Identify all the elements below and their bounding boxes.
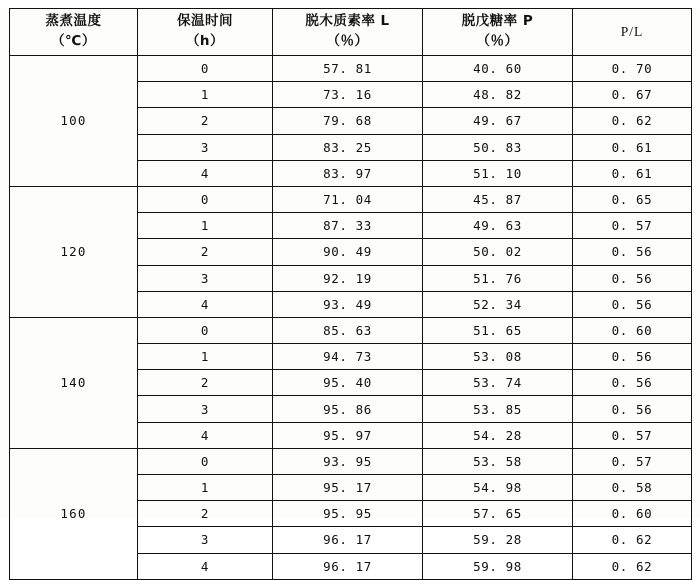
cell-time: 0	[138, 317, 273, 343]
column-header-ratio	[573, 9, 692, 56]
cell-delignification: 96. 17	[273, 527, 423, 553]
cell-time: 0	[138, 448, 273, 474]
cell-ratio: 0. 57	[573, 422, 692, 448]
cell-pentosan: 49. 63	[423, 213, 573, 239]
cell-ratio: 0. 57	[573, 448, 692, 474]
cell-time: 2	[138, 108, 273, 134]
cell-time: 1	[138, 344, 273, 370]
cell-delignification: 94. 73	[273, 344, 423, 370]
temperature-group-label: 140	[10, 317, 138, 448]
cell-delignification: 85. 63	[273, 317, 423, 343]
cell-delignification: 71. 04	[273, 186, 423, 212]
cell-ratio: 0. 56	[573, 265, 692, 291]
cell-time: 2	[138, 501, 273, 527]
cell-pentosan: 53. 74	[423, 370, 573, 396]
temperature-group-label: 160	[10, 448, 138, 579]
document-page	[0, 8, 700, 574]
cell-pentosan: 54. 28	[423, 422, 573, 448]
cell-ratio: 0. 62	[573, 553, 692, 579]
cell-pentosan: 50. 02	[423, 239, 573, 265]
column-header-time	[138, 9, 273, 56]
cell-time: 2	[138, 239, 273, 265]
table-row	[10, 448, 692, 474]
column-header-delignification	[273, 9, 423, 56]
cell-pentosan: 59. 28	[423, 527, 573, 553]
column-header-temperature	[10, 9, 138, 56]
cell-delignification: 92. 19	[273, 265, 423, 291]
column-header-ratio-line1: P/L	[620, 24, 644, 40]
cell-time: 1	[138, 475, 273, 501]
cell-pentosan: 57. 65	[423, 501, 573, 527]
cell-ratio: 0. 61	[573, 134, 692, 160]
cell-pentosan: 54. 98	[423, 475, 573, 501]
cell-pentosan: 51. 76	[423, 265, 573, 291]
cell-ratio: 0. 61	[573, 160, 692, 186]
cell-delignification: 57. 81	[273, 56, 423, 82]
cell-ratio: 0. 57	[573, 213, 692, 239]
cell-ratio: 0. 62	[573, 108, 692, 134]
cell-time: 3	[138, 265, 273, 291]
table-row	[10, 317, 692, 343]
cell-delignification: 79. 68	[273, 108, 423, 134]
column-header-pentosan-line1: 脱戊糖率 P	[461, 13, 534, 30]
cell-pentosan: 51. 10	[423, 160, 573, 186]
cell-ratio: 0. 65	[573, 186, 692, 212]
column-header-pentosan-line2: （％）	[476, 33, 519, 49]
cell-time: 4	[138, 422, 273, 448]
cell-delignification: 95. 40	[273, 370, 423, 396]
cell-pentosan: 52. 34	[423, 291, 573, 317]
cell-ratio: 0. 60	[573, 501, 692, 527]
cell-delignification: 90. 49	[273, 239, 423, 265]
cell-time: 3	[138, 396, 273, 422]
cell-ratio: 0. 58	[573, 475, 692, 501]
cell-delignification: 95. 17	[273, 475, 423, 501]
cell-ratio: 0. 56	[573, 370, 692, 396]
table-body	[10, 56, 692, 580]
cell-pentosan: 53. 58	[423, 448, 573, 474]
cell-pentosan: 50. 83	[423, 134, 573, 160]
cell-delignification: 93. 95	[273, 448, 423, 474]
temperature-group-label: 100	[10, 56, 138, 187]
table-row	[10, 56, 692, 82]
cell-time: 1	[138, 82, 273, 108]
cell-time: 4	[138, 291, 273, 317]
table-header-row	[10, 9, 692, 56]
cell-time: 4	[138, 553, 273, 579]
cell-delignification: 87. 33	[273, 213, 423, 239]
cell-ratio: 0. 56	[573, 239, 692, 265]
column-header-time-line2: （h）	[185, 33, 225, 49]
cell-delignification: 96. 17	[273, 553, 423, 579]
cell-pentosan: 53. 08	[423, 344, 573, 370]
column-header-temperature-line2: （℃）	[51, 33, 96, 49]
table-row	[10, 186, 692, 212]
cell-pentosan: 53. 85	[423, 396, 573, 422]
cell-pentosan: 51. 65	[423, 317, 573, 343]
cell-pentosan: 48. 82	[423, 82, 573, 108]
cell-delignification: 83. 97	[273, 160, 423, 186]
cell-pentosan: 45. 87	[423, 186, 573, 212]
cell-ratio: 0. 60	[573, 317, 692, 343]
temperature-group-label: 120	[10, 186, 138, 317]
cell-pentosan: 59. 98	[423, 553, 573, 579]
column-header-temperature-line1: 蒸煮温度	[45, 13, 102, 30]
cell-time: 3	[138, 134, 273, 160]
cell-delignification: 95. 97	[273, 422, 423, 448]
column-header-delignification-line2: （％）	[326, 33, 369, 49]
cell-time: 2	[138, 370, 273, 396]
cell-time: 0	[138, 56, 273, 82]
cell-pentosan: 40. 60	[423, 56, 573, 82]
cell-delignification: 95. 86	[273, 396, 423, 422]
cell-delignification: 93. 49	[273, 291, 423, 317]
cell-time: 3	[138, 527, 273, 553]
table-header	[10, 9, 692, 56]
column-header-time-line1: 保温时间	[177, 13, 233, 30]
cell-time: 4	[138, 160, 273, 186]
cell-ratio: 0. 62	[573, 527, 692, 553]
column-header-pentosan-removal	[423, 9, 573, 56]
cell-delignification: 95. 95	[273, 501, 423, 527]
cell-ratio: 0. 56	[573, 396, 692, 422]
column-header-delignification-line1: 脱木质素率 L	[305, 13, 390, 30]
cell-time: 1	[138, 213, 273, 239]
cell-ratio: 0. 67	[573, 82, 692, 108]
cell-pentosan: 49. 67	[423, 108, 573, 134]
cell-ratio: 0. 70	[573, 56, 692, 82]
results-table	[9, 8, 692, 580]
cell-ratio: 0. 56	[573, 344, 692, 370]
cell-time: 0	[138, 186, 273, 212]
cell-delignification: 73. 16	[273, 82, 423, 108]
cell-ratio: 0. 56	[573, 291, 692, 317]
cell-delignification: 83. 25	[273, 134, 423, 160]
